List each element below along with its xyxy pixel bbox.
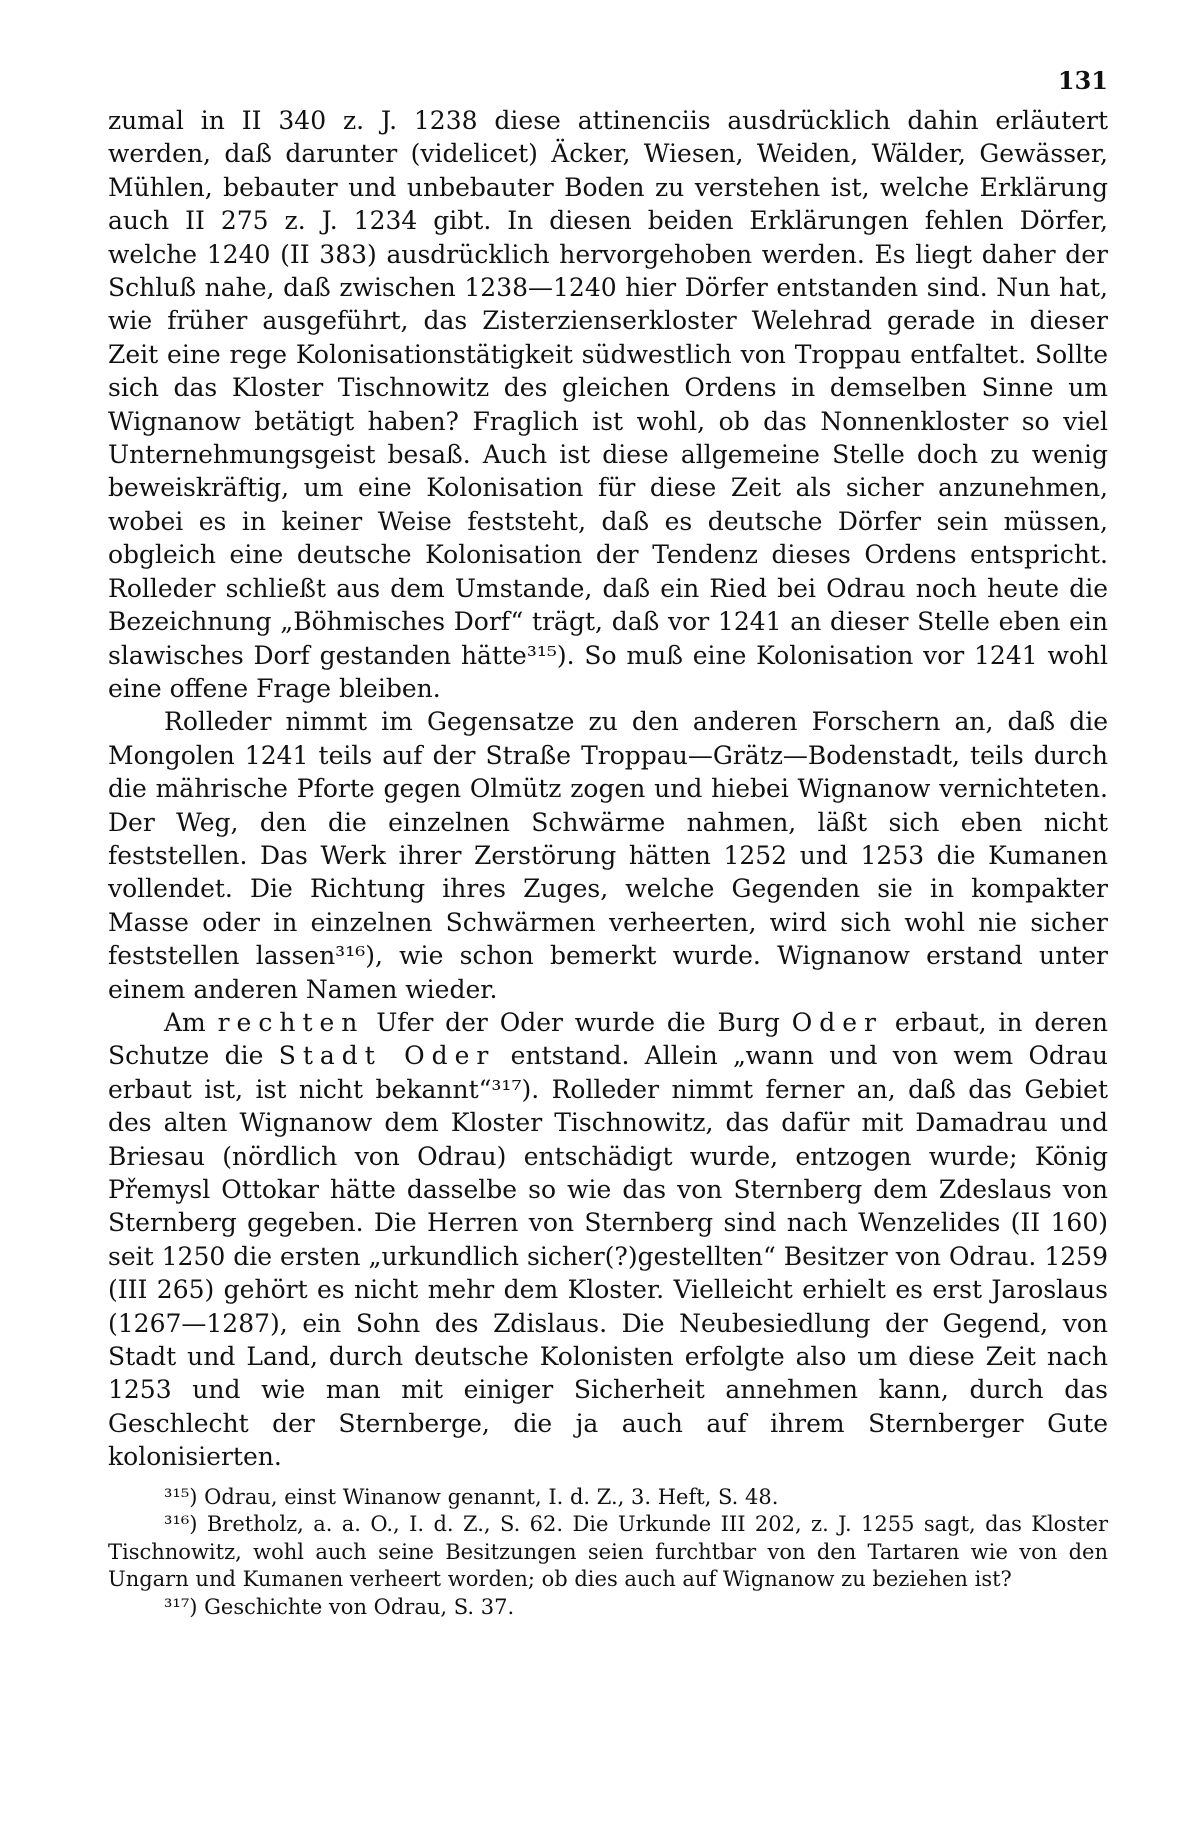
book-page	[108, 62, 1108, 1622]
spaced-word-rechten: rechten	[217, 1007, 365, 1037]
footnote-317: ³¹⁷) Geschichte von Odrau, S. 37.	[164, 1595, 515, 1620]
footnote-316: ³¹⁶) Bretholz, a. a. O., I. d. Z., S. 62. Die Urkunde III 202, z. J. 1255 sagt, das Kloster Tischnowitz, wohl auch seine Besitzungen seien furchtbar von den Tartaren wie von den Ungarn und Kumanen verheert worden; ob dies auch auf Wignanow zu beziehen ist?	[108, 1512, 1108, 1592]
spaced-word-stadt-oder: Stadt Oder	[278, 1041, 496, 1071]
spaced-word-oder: Oder	[791, 1007, 883, 1037]
paragraph-2: Rolleder nimmt im Gegensatze zu den anderen Forschern an, daß die Mongolen 1241 teils auf der Straße Troppau—Grätz—Bodenstadt, teils durch die mährische Pforte gegen Olmütz zogen und hiebei Wignanow vernichteten. Der Weg, den die einzelnen Schwärme nahmen, läßt sich eben nicht feststellen. Das Werk ihrer Zerstörung hätten 1252 und 1253 die Kumanen vollendet. Die Richtung ihres Zuges, welche Gegenden sie in kompakter Masse oder in einzelnen Schwärmen verheerten, wird sich wohl nie sicher feststellen lassen³¹⁶), wie schon bemerkt wurde. Wignanow erstand unter einem anderen Namen wieder.	[108, 707, 1108, 1004]
paragraph-3-text-3: erbaut, in deren Schutze die	[108, 1007, 1108, 1071]
footnotes	[108, 1484, 1108, 1622]
page-number: 131	[1057, 66, 1108, 95]
paragraph-3	[108, 1006, 1108, 1474]
paragraph-3-text-1: Am	[164, 1007, 218, 1037]
footnote-315: ³¹⁵) Odrau, einst Winanow genannt, I. d. Z., 3. Heft, S. 48.	[164, 1484, 779, 1509]
paragraph-3-text-2: Ufer der Oder wurde die Burg	[364, 1007, 792, 1037]
paragraph-3-text-4: entstand. Allein „wann und von wem Odrau erbaut ist, ist nicht bekannt“³¹⁷). Rolleder nimmt ferner an, daß das Gebiet des alten Wignanow dem Kloster Tischnowitz, das dafür mit Damadrau und Briesau (nördlich von Odrau) entschädigt wurde, entzogen wurde; König Přemysl Ottokar hätte dasselbe so wie das von Sternberg dem Zdeslaus von Sternberg gegeben. Die Herren von Sternberg sind nach Wenzelides (II 160) seit 1250 die ersten „urkundlich sicher(?)gestellten“ Besitzer von Odrau. 1259 (III 265) gehört es nicht mehr dem Kloster. Vielleicht erhielt es erst Jaroslaus (1267—1287), ein Sohn des Zdislaus. Die Neubesiedlung der Gegend, von Stadt und Land, durch deutsche Kolonisten erfolgte also um diese Zeit nach 1253 und wie man mit einiger Sicherheit annehmen kann, durch das Geschlecht der Sternberge, die ja auch auf ihrem Sternberger Gute kolonisierten.	[108, 1041, 1108, 1472]
paragraph-1: zumal in II 340 z. J. 1238 diese attinenciis ausdrücklich dahin erläutert werden, daß darunter (videlicet) Äcker, Wiesen, Weiden, Wälder, Gewässer, Mühlen, bebauter und unbebauter Boden zu verstehen ist, welche Erklärung auch II 275 z. J. 1234 gibt. In diesen beiden Erklärungen fehlen Dörfer, welche 1240 (II 383) ausdrücklich hervorgehoben werden. Es liegt daher der Schluß nahe, daß zwischen 1238—1240 hier Dörfer entstanden sind. Nun hat, wie früher ausgeführt, das Zisterzienserkloster Welehrad gerade in dieser Zeit eine rege Kolonisationstätigkeit südwestlich von Troppau entfaltet. Sollte sich das Kloster Tischnowitz des gleichen Ordens in demselben Sinne um Wignanow betätigt haben? Fraglich ist wohl, ob das Nonnenkloster so viel Unternehmungsgeist besaß. Auch ist diese allgemeine Stelle doch zu wenig beweiskräftig, um eine Kolonisation für diese Zeit als sicher anzunehmen, wobei es in keiner Weise feststeht, daß es deutsche Dörfer sein müssen, obgleich eine deutsche Kolonisation der Tendenz dieses Ordens entspricht. Rolleder schließt aus dem Umstande, daß ein Ried bei Odrau noch heute die Bezeichnung „Böhmisches Dorf“ trägt, daß vor 1241 an dieser Stelle eben ein slawisches Dorf gestanden hätte³¹⁵). So muß eine Kolonisation vor 1241 wohl eine offene Frage bleiben.	[108, 106, 1108, 703]
